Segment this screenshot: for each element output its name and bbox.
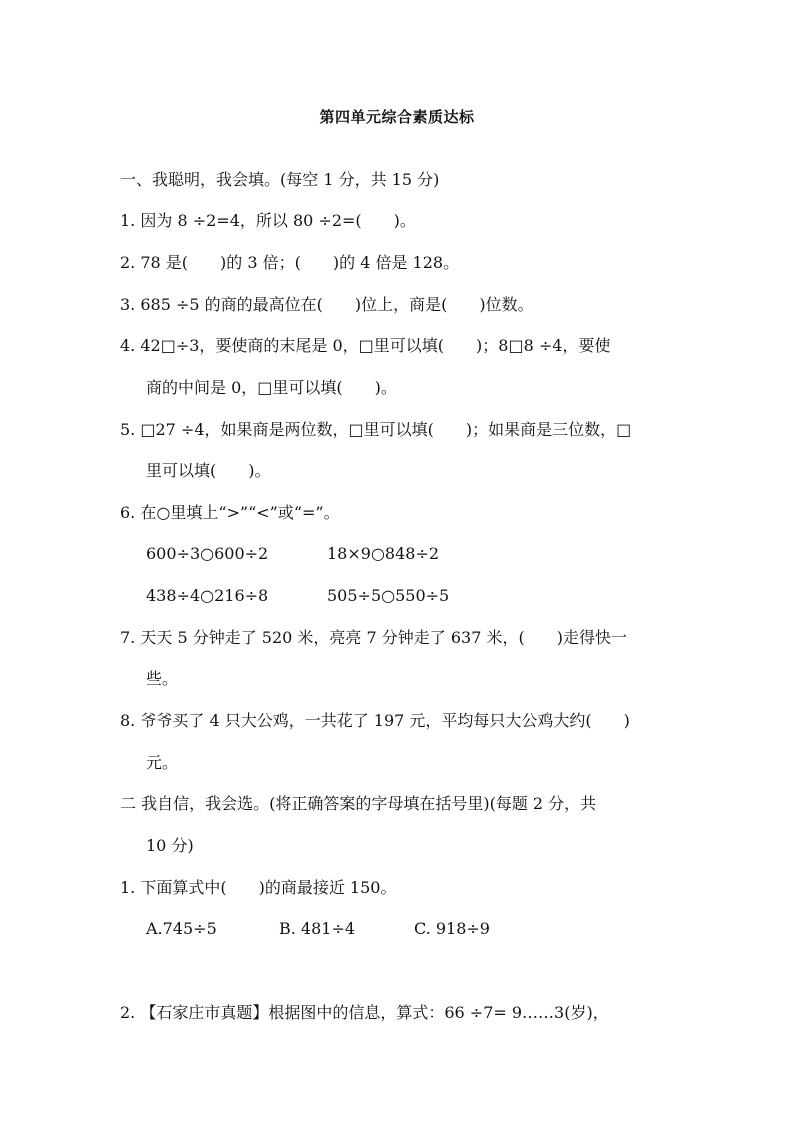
section-2-heading-line1: 二 我自信，我会选。(将正确答案的字母填在括号里)(每题 2 分，共 [120,794,597,813]
question-1-8-line1: 8. 爷爷买了 4 只大公鸡，一共花了 197 元，平均每只大公鸡大约( ) [120,711,630,730]
question-1-4-line1: 4. 42□÷3，要使商的末尾是 0，□里可以填( )；8□8 ÷4，要使 [120,336,611,355]
question-1-3: 3. 685 ÷5 的商的最高位在( )位上，商是( )位数。 [120,295,534,314]
compare-item: 18×9○848÷2 [327,544,440,563]
page-title: 第四单元综合素质达标 [319,108,475,126]
compare-item: 600÷3○600÷2 [146,544,269,563]
compare-item: 505÷5○550÷5 [327,586,450,605]
question-2-2: 2. 【石家庄市真题】根据图中的信息，算式：66 ÷7= 9……3(岁)， [120,1003,609,1022]
question-1-2: 2. 78 是( )的 3 倍；( )的 4 倍是 128。 [120,253,460,272]
option-a: A.745÷5 [146,919,217,938]
question-1-7-line2: 些。 [146,669,179,688]
question-1-4-line2: 商的中间是 0，□里可以填( )。 [146,378,397,397]
question-1-5-line1: 5. □27 ÷4，如果商是两位数，□里可以填( )；如果商是三位数，□ [120,420,632,439]
question-1-8-line2: 元。 [146,753,179,772]
question-1-1: 1. 因为 8 ÷2=4，所以 80 ÷2=( )。 [120,211,416,230]
question-1-7-line1: 7. 天天 5 分钟走了 520 米，亮亮 7 分钟走了 637 米，( )走得快一 [120,628,627,647]
question-2-1: 1. 下面算式中( )的商最接近 150。 [120,878,397,897]
section-1-heading: 一、我聪明，我会填。(每空 1 分，共 15 分) [120,170,440,189]
compare-item: 438÷4○216÷8 [146,586,269,605]
section-2-heading-line2: 10 分) [146,836,194,855]
question-1-6: 6. 在○里填上“>”“<”或“=”。 [120,503,340,522]
option-c: C. 918÷9 [414,919,490,938]
option-b: B. 481÷4 [279,919,356,938]
question-1-5-line2: 里可以填( )。 [146,461,271,480]
